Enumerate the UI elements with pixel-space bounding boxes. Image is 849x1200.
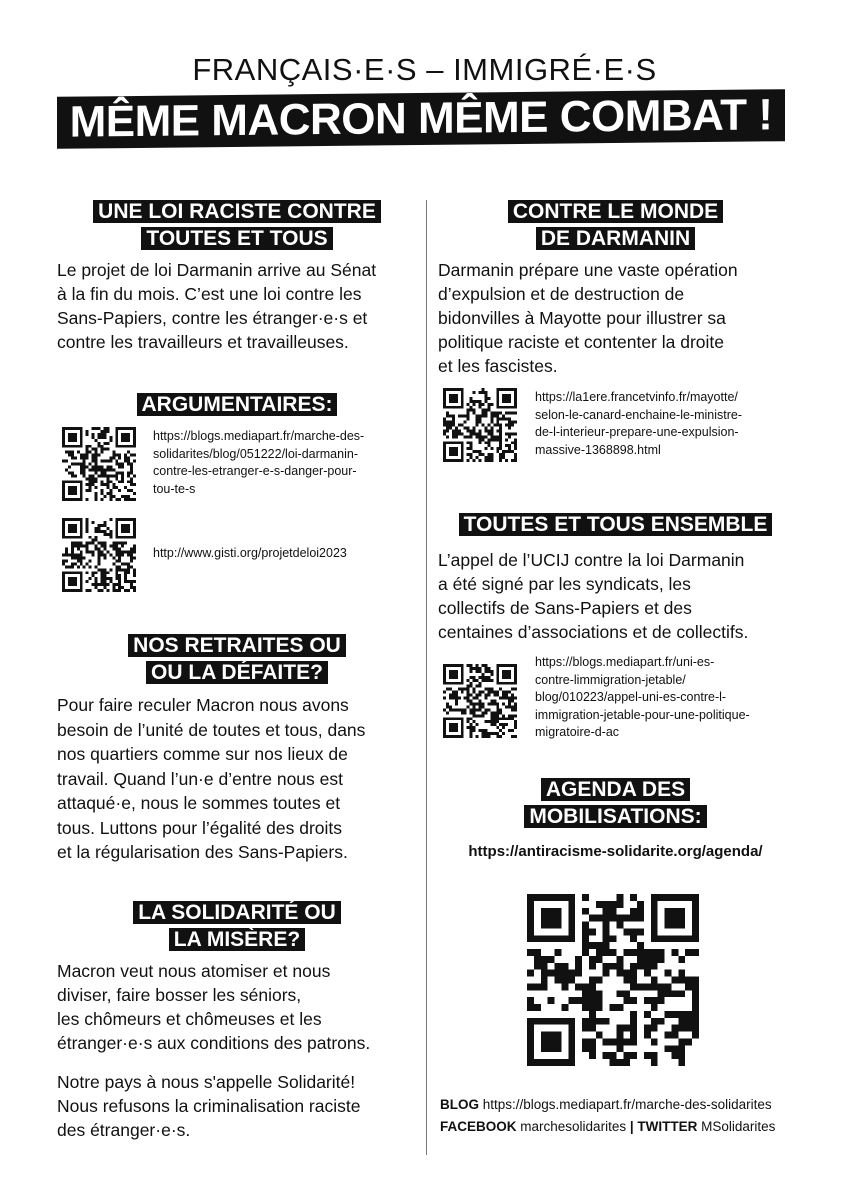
heading-line: ARGUMENTAIRES:: [137, 393, 338, 416]
text-line: à la fin du mois. C’est une loi contre les: [57, 284, 362, 304]
text-line: Pour faire reculer Macron nous avons: [57, 695, 349, 715]
heading-ensemble: [437, 512, 794, 539]
qr-code-agenda-icon: [527, 894, 699, 1066]
text-line: Notre pays à nous s'appelle Solidarité!: [57, 1072, 356, 1092]
heading-line: AGENDA DES: [541, 778, 690, 801]
paragraph-loi-raciste: [57, 258, 427, 354]
heading-retraites: [57, 633, 417, 687]
link-line: solidarites/blog/051222/loi-darmanin-: [153, 446, 358, 461]
heading-line: TOUTES ET TOUS ENSEMBLE: [459, 513, 773, 536]
link-line: https://blogs.mediapart.fr/uni-es-: [535, 655, 715, 669]
footer-twitter-link[interactable]: MSolidarites: [701, 1119, 776, 1134]
qr-code-icon: [443, 388, 517, 462]
text-line: tous. Luttons pour l’égalité des droits: [57, 817, 343, 838]
text-line: des étranger·e·s.: [57, 1120, 191, 1140]
footer-facebook-label: FACEBOOK: [440, 1119, 517, 1134]
link-line: massive-1368898.html: [535, 442, 661, 457]
text-line: a été signé par les syndicats, les: [438, 574, 691, 594]
link-agenda[interactable]: https://antiracisme-solidarite.org/agenda/: [468, 843, 763, 860]
heading-line: UNE LOI RACISTE CONTRE: [93, 200, 381, 223]
text-line: bidonvilles à Mayotte pour illustrer sa: [438, 308, 726, 328]
link-line: blog/010223/appel-uni-es-contre-l-: [535, 690, 727, 704]
text-line: les chômeurs et chômeuses et les: [57, 1009, 322, 1029]
text-line: besoin de l’unité de toutes et tous, dans: [57, 719, 366, 740]
link-line: contre-limmigration-jetable/: [535, 672, 686, 687]
text-line: travail. Quand l’un·e d’entre nous est: [57, 768, 343, 789]
text-line: d’expulsion et de destruction de: [438, 284, 685, 304]
text-line: Darmanin prépare une vaste opération: [438, 260, 738, 280]
heading-line: CONTRE LE MONDE: [508, 200, 723, 223]
heading-line: LA MISÈRE?: [169, 928, 305, 951]
text-line: Le projet de loi Darmanin arrive au Sénat: [57, 260, 377, 280]
link-line: https://blogs.mediapart.fr/marche-des-: [153, 429, 365, 443]
qr-code-icon: [62, 427, 136, 501]
heading-agenda: [437, 777, 794, 831]
text-line: L’appel de l’UCIJ contre la loi Darmanin: [438, 550, 745, 570]
heading-line: OU LA DÉFAITE?: [146, 661, 328, 684]
link-line: contre-les-etranger-e-s-danger-pour-: [153, 464, 357, 478]
text-line: Nous refusons la criminalisation raciste: [57, 1096, 361, 1116]
text-line: étranger·e·s aux conditions des patrons.: [57, 1033, 371, 1053]
heading-solidarite: [57, 900, 417, 954]
paragraph-solidarite: [57, 959, 427, 1055]
footer-blog-link[interactable]: https://blogs.mediapart.fr/marche-des-solidarites: [482, 1097, 772, 1112]
footer-facebook-link[interactable]: marchesolidarites: [520, 1119, 627, 1134]
text-line: Sans-Papiers, contre les étranger·e·s et: [57, 308, 368, 328]
paragraph-darmanin: [438, 258, 808, 378]
footer-social: [440, 1116, 840, 1138]
heading-darmanin: [437, 199, 794, 253]
heading-line: LA SOLIDARITÉ OU: [133, 901, 341, 924]
text-line: Macron veut nous atomiser et nous: [57, 961, 331, 981]
link-gisti[interactable]: http://www.gisti.org/projetdeloi2023: [153, 546, 347, 560]
footer-blog-label: BLOG: [440, 1097, 479, 1112]
paragraph-ensemble: [438, 548, 808, 644]
link-line: tou-te-s: [153, 481, 196, 496]
footer-separator: |: [629, 1119, 634, 1134]
link-line: immigration-jetable-pour-une-politique-: [535, 707, 750, 722]
qr-code-icon: [62, 518, 136, 592]
text-line: politique raciste et contenter la droite: [438, 332, 724, 352]
link-line: selon-le-canard-enchaine-le-ministre-: [535, 407, 743, 422]
text-line: contre les travailleurs et travailleuses.: [57, 332, 349, 352]
link-ucij[interactable]: [535, 654, 805, 742]
link-line: https://la1ere.francetvinfo.fr/mayotte/: [535, 390, 738, 404]
text-line: et la régularisation des Sans-Papiers.: [57, 842, 348, 862]
footer: [440, 1094, 840, 1138]
text-line: collectifs de Sans-Papiers et des: [438, 598, 692, 618]
link-argumentaire-mediapart[interactable]: [153, 428, 418, 498]
qr-code-icon: [443, 664, 517, 738]
heading-line: NOS RETRAITES OU: [128, 634, 346, 657]
heading-line: DE DARMANIN: [536, 227, 695, 250]
link-line: de-l-interieur-prepare-une-expulsion-: [535, 425, 739, 439]
paragraph-retraites: [57, 693, 427, 865]
heading-loi-raciste: [57, 199, 417, 253]
main-title: MÊME MACRON MÊME COMBAT !: [57, 89, 785, 149]
heading-argumentaires: [57, 392, 417, 419]
footer-blog: [440, 1094, 840, 1116]
paragraph-solidarite-2: [57, 1070, 427, 1142]
kicker-title: FRANÇAIS·E·S – IMMIGRÉ·E·S: [192, 52, 657, 87]
text-line: centaines d’associations et de collectifs.: [438, 622, 749, 642]
footer-twitter-label: TWITTER: [637, 1119, 698, 1134]
text-line: nos quartiers comme sur nos lieux de: [57, 744, 348, 764]
link-mayotte[interactable]: [535, 389, 805, 459]
text-line: diviser, faire bosser les séniors,: [57, 985, 302, 1005]
text-line: et les fascistes.: [438, 356, 558, 376]
heading-line: TOUTES ET TOUS: [141, 227, 332, 250]
text-line: attaqué·e, nous le sommes toutes et: [57, 793, 341, 813]
heading-line: MOBILISATIONS:: [524, 805, 706, 828]
link-line: migratoire-d-ac: [535, 725, 620, 739]
